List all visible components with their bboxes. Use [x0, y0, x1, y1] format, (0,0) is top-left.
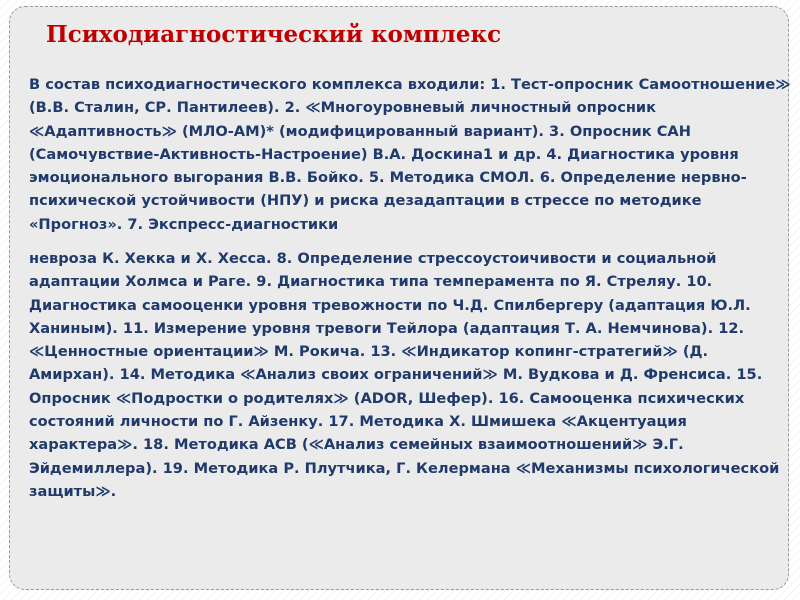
slide-panel: [9, 6, 789, 590]
slide-title: Психодиагностический комплекс: [46, 21, 502, 48]
body-paragraph-2: невроза К. Хекка и Х. Хесса. 8. Определение стрессоустоичивости и социальной адаптации Холмса и Paге. 9. Диагностика типа темперамента по Я. Стреляу. 10. Диагностика самооценки уровня тревожности по Ч.Д. Спилбергеру (адаптация Ю.Л. Ханиным). 11. Измерение уровня тревоги Тейлора (адаптация Т. А. Немчинова). 12. ≪Ценностные ориентации≫ М. Рокича. 13. ≪Индикатор копинг-стратегий≫ (Д. Амирхан). 14. Методика ≪Анализ своих ограничений≫ М. Вудкова и Д. Френсиса. 15. Опросник ≪Подростки о родителях≫ (ADOR, Шефер). 16. Самооценка психических состояний личности по Г. Айзенку. 17. Методика Х. Шмишека ≪Акцентуация характера≫. 18. Методика АСВ (≪Анализ семейных взаимоотношений≫ Э.Г. Эйдемиллера). 19. Методика Р. Плутчика, Г. Келермана ≪Механизмы психологической защиты≫.: [29, 250, 780, 500]
body-paragraph-1: В состав психодиагностического комплекса входили: 1. Тест-опросник Самоотношение≫ (В.В. Сталин, СР. Пантилеев). 2. ≪Многоуровневый личностный опросник ≪Адаптивность≫ (МЛО-АМ)* (модифицированный вариант). 3. Опросник САН (Самочувствие-Активность-Настроение) В.А. Доскина1 и др. 4. Диагностика уровня эмоционального выгорания В.В. Бойко. 5. Методика СМОЛ. 6. Определение нервно-психической устойчивости (НПУ) и риска дезадаптации в стрессе по методике «Прогноз». 7. Экспресс-диагностики: [29, 76, 791, 233]
